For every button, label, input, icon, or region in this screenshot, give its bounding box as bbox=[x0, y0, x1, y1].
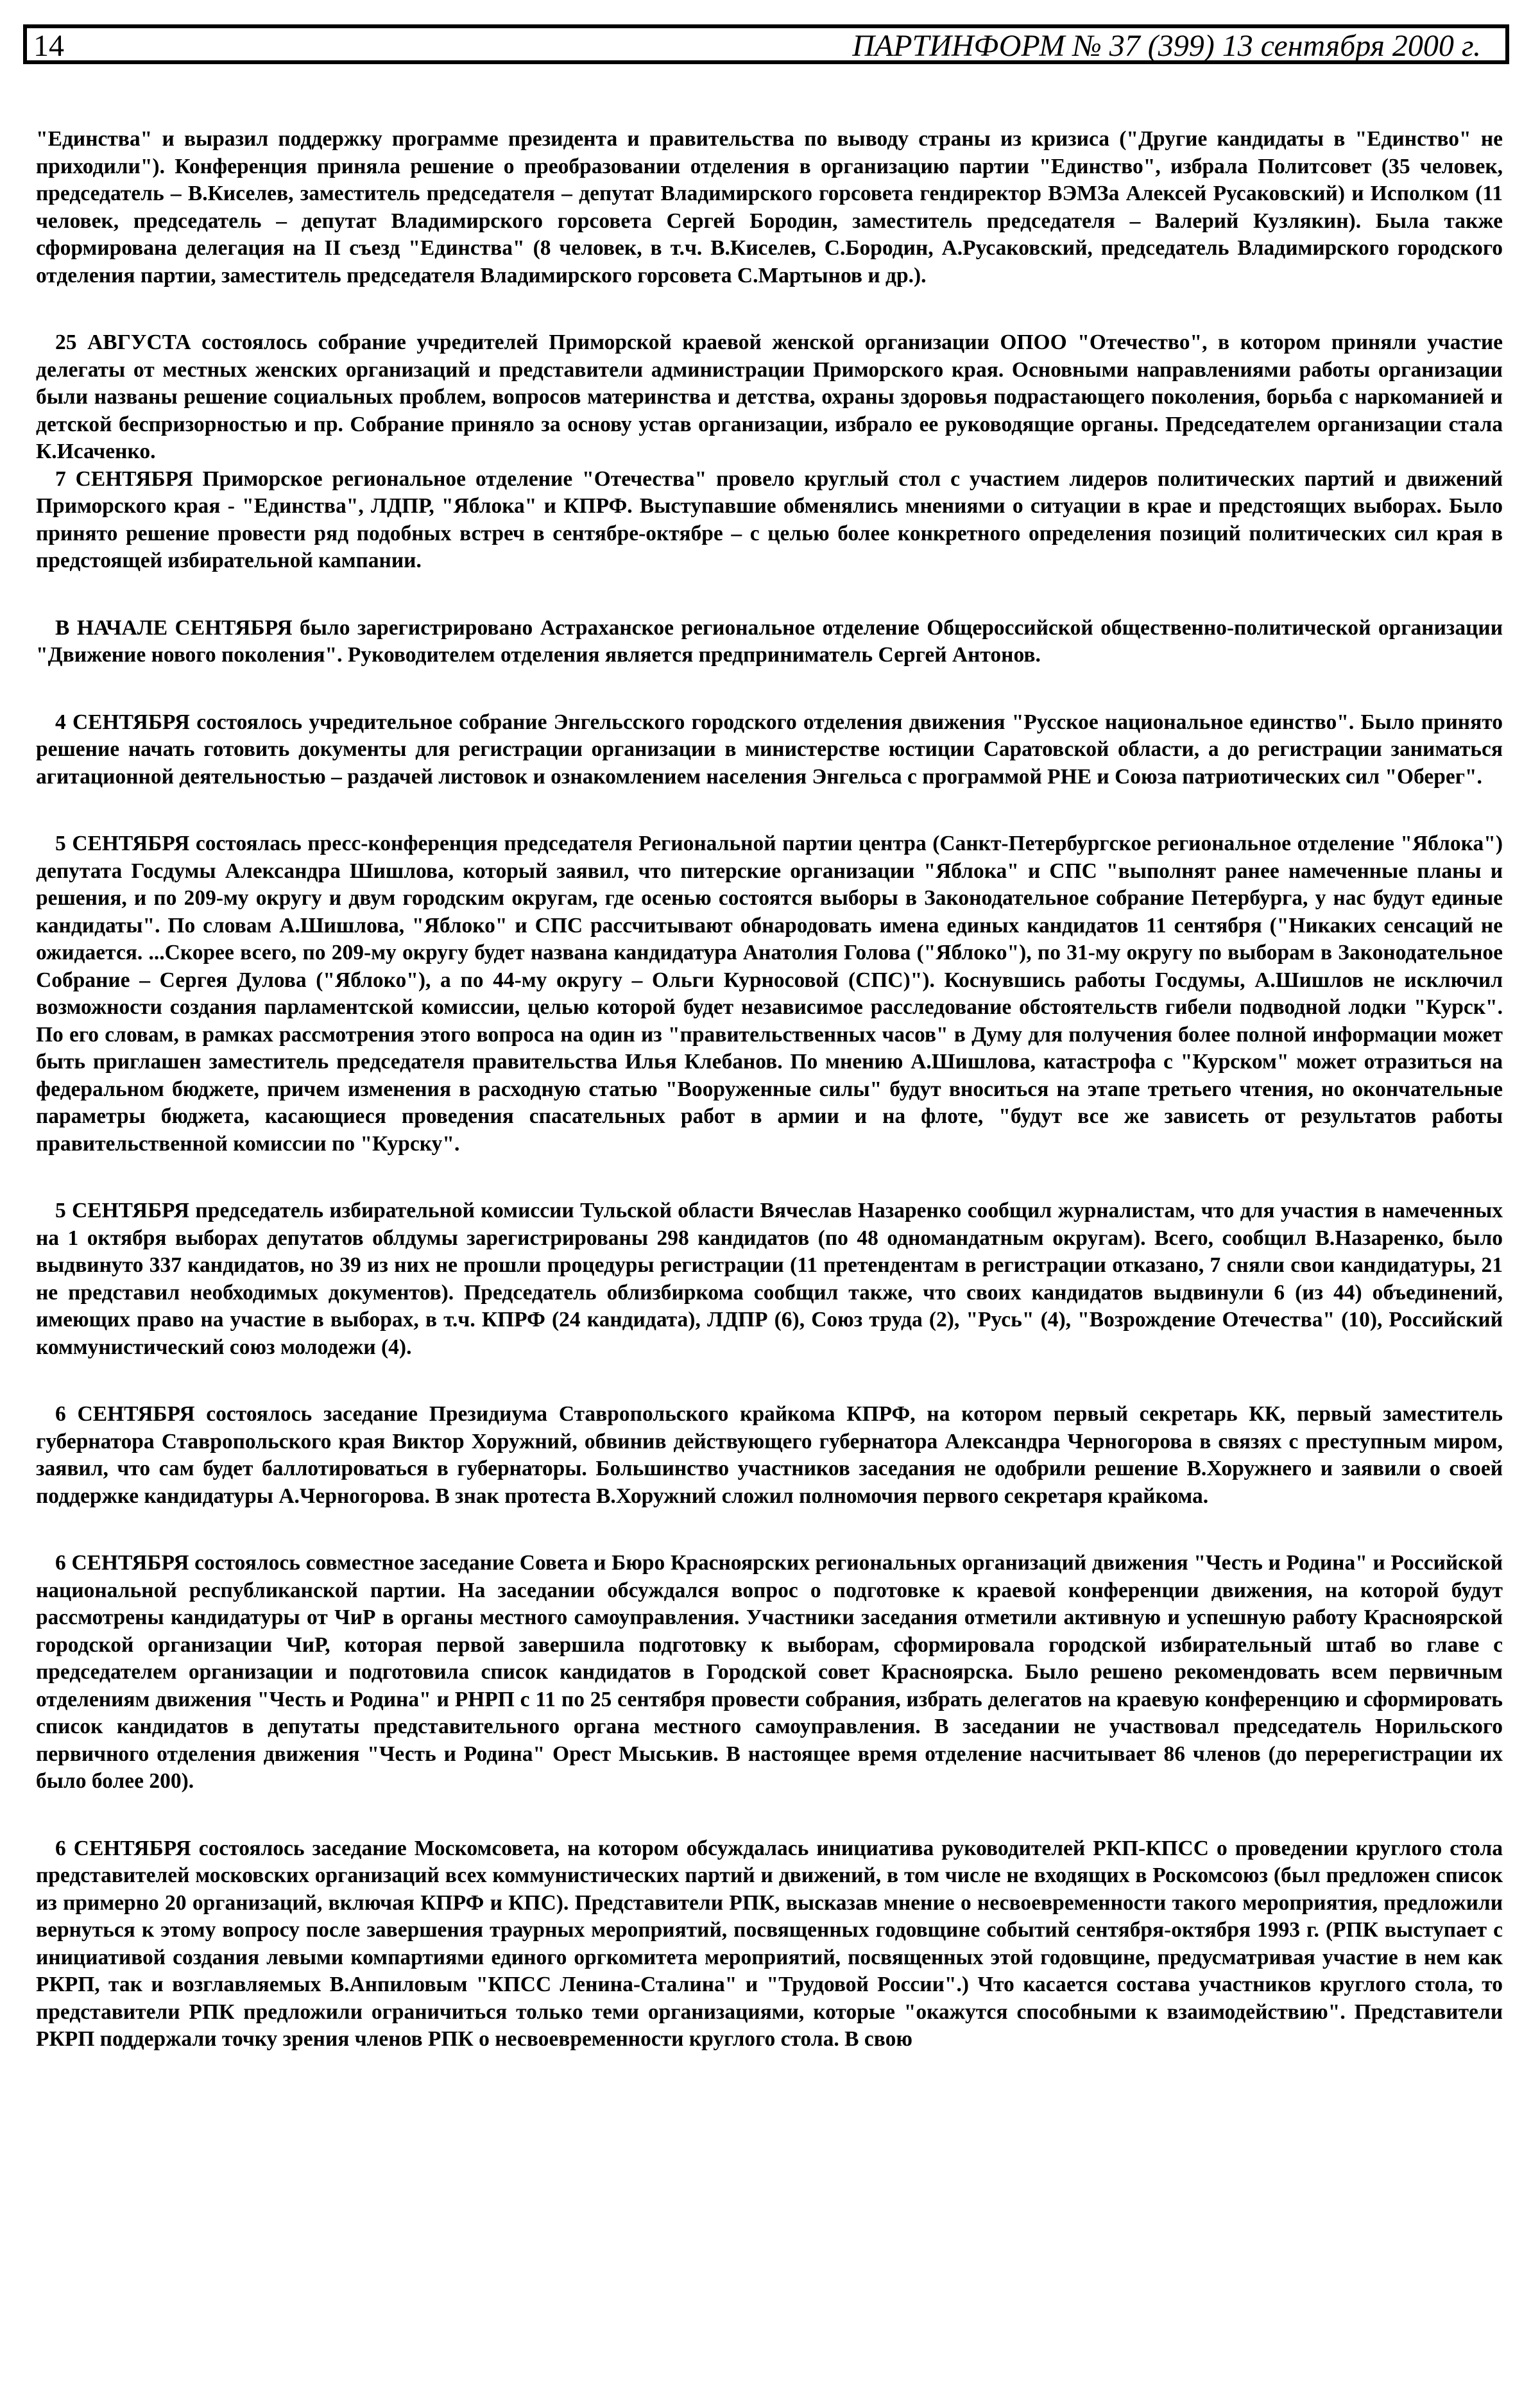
paragraph-sep-6-moskomsovet: 6 СЕНТЯБРЯ состоялось заседание Москомсовета, на котором обсуждалась инициатива руководителей РКП-КПСС о проведении круглого стола представителей московских организаций всех коммунистических партий и движений, в том числе не входящих в Роскомсоюз (был предложен список из примерно 20 организаций, включая КПРФ и КПС). Представители РПК, высказав мнение о несвоевременности такого мероприятия, предложили вернуться к этому вопросу после завершения траурных мероприятий, посвященных годовщине событий сентября-октября 1993 г. (РПК выступает с инициативой создания левыми компартиями единого оргкомитета мероприятий, посвященных этой годовщине, предусматривая участие в нем как РКРП, так и возглавляемых В.Анпиловым "КПСС Ленина-Сталина" и "Трудовой России".) Что касается состава участников круглого стола, то представители РПК предложили ограничиться только теми организациями, которые "окажутся способными к взаимодействию". Представители РКРП поддержали точку зрения членов РПК о несвоевременности круглого стола. В свою bbox=[36, 1836, 1503, 2051]
paragraph-sep-7-primorye-roundtable: 7 СЕНТЯБРЯ Приморское региональное отделение "Отечества" провело круглый стол с участием лидеров политических партий и движений Приморского края - "Единства", ЛДПР, "Яблока" и КПРФ. Выступавшие обменялись мнениями о ситуации в крае и предстоящих выборах. Было принято решение провести ряд подобных встреч в сентябре-октябре – с целью более конкретного определения позиций политических сил края в предстоящей избирательной кампании. bbox=[36, 467, 1503, 572]
paragraph-sep-4-engels: 4 СЕНТЯБРЯ состоялось учредительное собрание Энгельсского городского отделения движения "Русское национальное единство". Было принято решение начать готовить документы для регистрации организации в министерстве юстиции Саратовской области, а до регистрации заниматься агитационной деятельностью – раздачей листовок и ознакомлением населения Энгельса с программой РНЕ и Союза патриотических сил "Оберег". bbox=[36, 710, 1503, 789]
paragraph-sep-5-shishlov: 5 СЕНТЯБРЯ состоялась пресс-конференция председателя Региональной партии центра (Санкт-Петербургское региональное отделение "Яблока") депутата Госдумы Александра Шишлова, который заявил, что питерские организации "Яблока" и СПС "выполнят ранее намеченные планы и решения, и по 209-му округу и двум городским округам, где осенью состоятся выборы в Законодательное собрание Петербурга, у нас будут единые кандидаты". По словам А.Шишлова, "Яблоко" и СПС рассчитывают обнародовать имена единых кандидатов 11 сентября ("Никаких сенсаций не ожидается. ...Скорее всего, по 209-му округу будет названа кандидатура Анатолия Голова ("Яблоко"), по 31-му округу по выборам в Законодательное Собрание – Сергея Дулова ("Яблоко"), а по 44-му округу – Ольги Курносовой (СПС)"). Коснувшись работы Госдумы, А.Шишлов не исключил возможности создания парламентской комиссии, целью которой будет независимое расследование обстоятельств гибели подводной лодки "Курск". По его словам, в рамках рассмотрения этого вопроса на один из "правительственных часов" в Думу для получения более полной информации может быть приглашен заместитель председателя правительства Илья Клебанов. По мнению А.Шишлова, катастрофа с "Курском" может отразиться на федеральном бюджете, причем изменения в расходную статью "Вооруженные силы" будут вноситься на этапе третьего чтения, но окончательные параметры бюджета, касающиеся проведения спасательных работ в армии и на флоте, "будут все же зависеть от результатов работы правительственной комиссии по "Курску". bbox=[36, 832, 1503, 1156]
page-header bbox=[23, 24, 1509, 64]
page-number: 14 bbox=[33, 29, 64, 63]
paragraph-sep-6-krasnoyarsk: 6 СЕНТЯБРЯ состоялось совместное заседание Совета и Бюро Красноярских региональных организаций движения "Честь и Родина" и Российской национальной республиканской партии. На заседании обсуждался вопрос о подготовке к краевой конференции движения, на которой будут рассмотрены кандидатуры от ЧиР в органы местного самоуправления. Участники заседания отметили активную и успешную работу Красноярской городской организации ЧиР, которая первой завершила подготовку к выборам, сформировала городской избирательный штаб во главе с председателем организации и подготовила список кандидатов в Городской совет Красноярска. Было решено рекомендовать всем первичным отделениям движения "Честь и Родина" и РНРП с 11 по 25 сентября провести собрания, избрать делегатов на краевую конференцию и сформировать список кандидатов в депутаты представительного органа местного самоуправления. В заседании не участвовал председатель Норильского первичного отделения движения "Честь и Родина" Орест Мыськив. В настоящее время отделение насчитывает 86 членов (до перерегистрации их было более 200). bbox=[36, 1551, 1503, 1793]
article-body bbox=[36, 126, 1503, 2053]
paragraph-aug-25-primorye-women: 25 АВГУСТА состоялось собрание учредителей Приморской краевой женской организации ОПОО "Отечество", в котором приняли участие делегаты от местных женских организаций и представители администрации Приморского края. Основными направлениями работы организации были названы решение социальных проблем, вопросов материнства и детства, охраны здоровья подрастающего поколения, борьба с наркоманией и детской беспризорностью и пр. Собрание приняло за основу устав организации, избрало ее руководящие органы. Председателем организации стала К.Исаченко. bbox=[36, 330, 1503, 463]
paragraph-unity-conference: "Единства" и выразил поддержку программе президента и правительства по выводу страны из кризиса ("Другие кандидаты в "Единство" не приходили"). Конференция приняла решение о преобразовании отделения в организацию партии "Единство", избрала Политсовет (35 человек, председатель – В.Киселев, заместитель председателя – депутат Владимирского горсовета гендиректор ВЭМЗа Алексей Русаковский) и Исполком (11 человек, председатель – депутат Владимирского горсовета Сергей Бородин, заместитель председателя – Валерий Кузлякин). Была также сформирована делегация на II съезд "Единства" (8 человек, в т.ч. В.Киселев, С.Бородин, А.Русаковский, председатель Владимирского городского отделения партии, заместитель председателя Владимирского горсовета С.Мартынов и др.). bbox=[36, 127, 1503, 287]
publication-title: ПАРТИНФОРМ № 37 (399) 13 сентября 2000 г. bbox=[852, 29, 1481, 63]
paragraph-early-sep-astrakhan: В НАЧАЛЕ СЕНТЯБРЯ было зарегистрировано Астраханское региональное отделение Общероссийской общественно-политической организации "Движение нового поколения". Руководителем отделения является предприниматель Сергей Антонов. bbox=[36, 615, 1503, 667]
paragraph-sep-6-stavropol: 6 СЕНТЯБРЯ состоялось заседание Президиума Ставропольского крайкома КПРФ, на котором первый секретарь КК, первый заместитель губернатора Ставропольского края Виктор Хоружний, обвинив действующего губернатора Александра Черногорова в связях с преступным миром, заявил, что сам будет баллотироваться в губернаторы. Большинство участников заседания не одобрили решение В.Хоружнего и заявили о своей поддержке кандидатуры А.Черногорова. В знак протеста В.Хоружний сложил полномочия первого секретаря крайкома. bbox=[36, 1402, 1503, 1508]
paragraph-sep-5-tula: 5 СЕНТЯБРЯ председатель избирательной комиссии Тульской области Вячеслав Назаренко сообщил журналистам, что для участия в намеченных на 1 октября выборах депутатов облдумы зарегистрированы 298 кандидатов (по 48 одномандатным округам). Всего, сообщил В.Назаренко, было выдвинуто 337 кандидатов, но 39 из них не прошли процедуры регистрации (11 претендентам в регистрации отказано, 7 сняли свои кандидатуры, 21 не представил необходимых документов). Председатель облизбиркома сообщил также, что своих кандидатов выдвинули 6 (из 44) объединений, имеющих право на участие в выборах, в т.ч. КПРФ (24 кандидата), ЛДПР (6), Союз труда (2), "Русь" (4), "Возрождение Отечества" (10), Российский коммунистический союз молодежи (4). bbox=[36, 1199, 1503, 1359]
